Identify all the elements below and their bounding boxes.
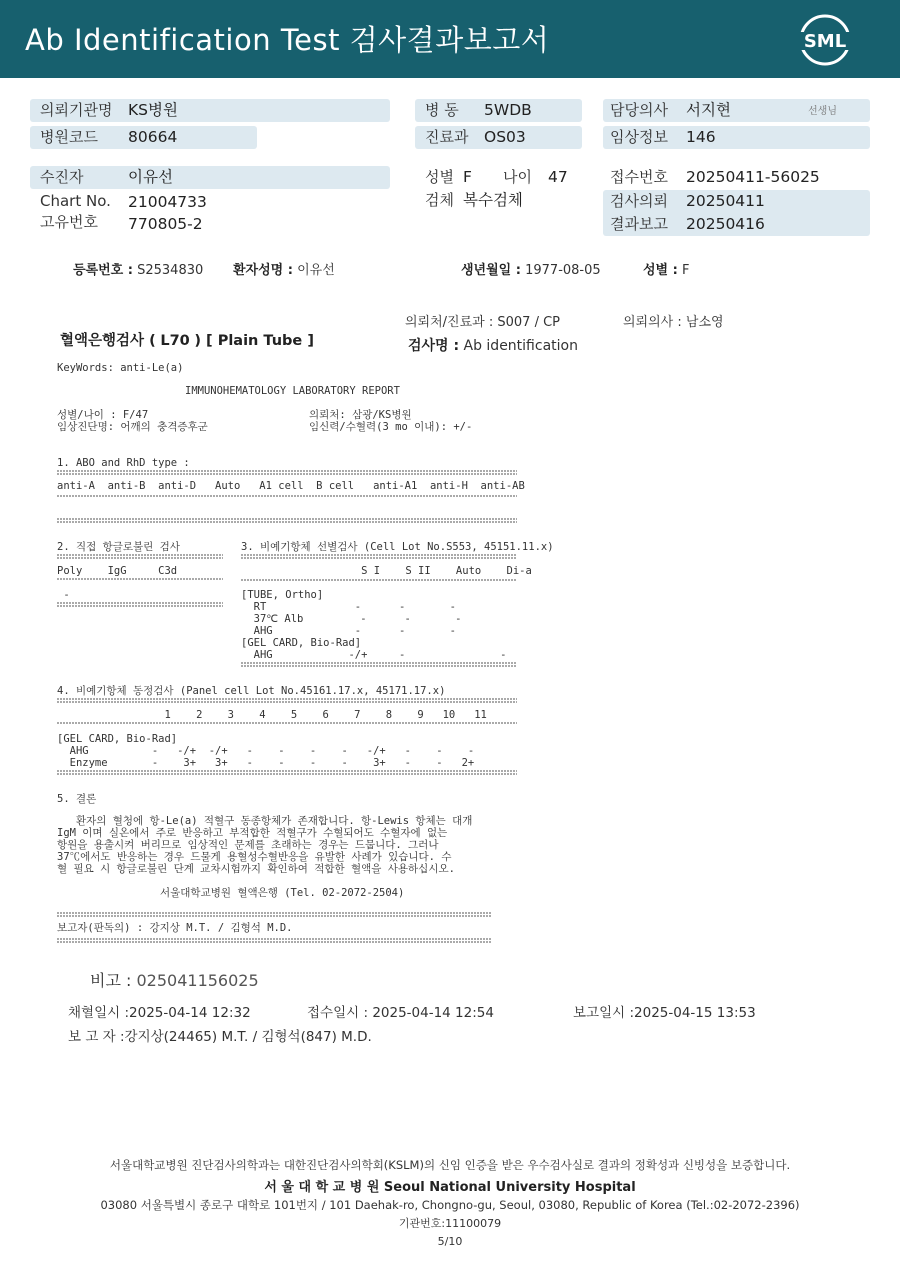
detail-reporter: 보고자(판독의) : 강지상 M.T. / 김형석 M.D. bbox=[57, 922, 293, 934]
patient-label: 수진자 bbox=[40, 168, 84, 186]
dob-label: 생년월일 : bbox=[461, 263, 521, 278]
report-time-label: 보고일시 : bbox=[573, 1005, 635, 1021]
patient-name-value: 이유선 bbox=[297, 263, 335, 278]
conclusion-line: 항원을 용출시켜 버리므로 임상적인 문제를 초래하는 경우는 드뭅니다. 그러나 bbox=[57, 839, 439, 851]
hospital-name: 서 울 대 학 교 병 원 Seoul National University Hospital bbox=[264, 1180, 636, 1195]
sec3-row: RT - - - bbox=[241, 601, 456, 613]
sec3-row: [GEL CARD, Bio-Rad] bbox=[241, 637, 362, 649]
logo-text: SML bbox=[803, 31, 847, 52]
ward-value: 5WDB bbox=[484, 101, 532, 119]
receipt-label: 접수번호 bbox=[610, 168, 668, 186]
exam-title-a: 혈액은행검사 ( bbox=[60, 333, 156, 349]
test-name-value: Ab identification bbox=[463, 338, 578, 354]
report-dept-label: 의뢰처/진료과 : bbox=[405, 315, 494, 330]
report-time-value: 2025-04-15 13:53 bbox=[634, 1005, 756, 1021]
sec4-title: 4. 비예기항체 동정검사 (Panel cell Lot No.45161.17.x, 45171.17.x) bbox=[57, 685, 446, 697]
dept-value: OS03 bbox=[484, 128, 526, 146]
report-dept-value: S007 / CP bbox=[497, 315, 561, 330]
conclusion-line: 37℃에서도 반응하는 경우 드물게 용혈성수혈반응을 유발한 사례가 있습니다. 수 bbox=[57, 851, 452, 863]
hospital-address: 03080 서울특별시 종로구 대학로 101번지 / 101 Daehak-ro, Chongno-gu, Seoul, 03080, Republic of Korea (Tel.:02-2072-2396) bbox=[100, 1198, 800, 1212]
collect-value: 2025-04-14 12:32 bbox=[129, 1005, 251, 1021]
result-report-label: 결과보고 bbox=[610, 215, 668, 233]
specimen-value: 복수검체 bbox=[463, 191, 523, 209]
certification-text: 서울대학교병원 진단검사의학과는 대한진단검사의학회(KSLM)의 신임 인증을 받은 우수검사실로 결과의 정확성과 신빙성을 보증합니다. bbox=[109, 1158, 791, 1172]
sec5-title: 5. 결론 bbox=[57, 793, 97, 805]
reg-label: 등록번호 : bbox=[73, 263, 133, 278]
requester-label: 의뢰기관명 bbox=[40, 101, 113, 119]
sec3-header: S I S II Auto Di-a bbox=[241, 565, 532, 577]
detail-requester: 의뢰처: 삼광/KS병원 bbox=[309, 409, 412, 421]
sec1-title: 1. ABO and RhD type : bbox=[57, 457, 190, 469]
chart-label: Chart No. bbox=[40, 192, 111, 210]
report-sex-label: 성별 : bbox=[643, 263, 678, 278]
doctor-suffix: 선생님 bbox=[808, 106, 837, 117]
keywords: KeyWords: anti-Le(a) bbox=[57, 362, 184, 374]
sec4-header: 1 2 3 4 5 6 7 8 9 10 11 bbox=[57, 709, 487, 721]
hospital-code-label: 병원코드 bbox=[40, 128, 98, 146]
receipt-value: 20250411-56025 bbox=[686, 168, 820, 186]
institution-number: 기관번호:11100079 bbox=[398, 1217, 502, 1230]
receipt-time-label: 접수일시 : bbox=[307, 1005, 369, 1021]
reg-value: S2534830 bbox=[137, 263, 204, 278]
hospital-code-value: 80664 bbox=[128, 128, 178, 146]
sec3-row: AHG -/+ - - bbox=[241, 649, 507, 661]
dob-value: 1977-08-05 bbox=[525, 263, 601, 278]
sec2-header: Poly IgG C3d bbox=[57, 565, 178, 577]
collect-label: 채혈일시 : bbox=[68, 1005, 130, 1021]
note-value: 025041156025 bbox=[136, 971, 259, 990]
conclusion-line: 환자의 혈청에 항-Le(a) 적혈구 동종항체가 존재합니다. 항-Lewis 항체는 대개 bbox=[57, 815, 473, 827]
conclusion-line: IgM 이며 실온에서 주로 반응하고 부적합한 적혈구가 수혈되어도 수혈자에 없는 bbox=[57, 827, 448, 839]
exam-title-code: L70 bbox=[160, 333, 190, 349]
detail-diagnosis: 임상진단명: 어깨의 충격증후군 bbox=[57, 421, 208, 433]
sec1-header: anti-A anti-B anti-D Auto A1 cell B cell anti-A1 anti-H anti-AB bbox=[57, 480, 525, 492]
sec2-value: - bbox=[57, 589, 70, 601]
clinical-label: 임상정보 bbox=[610, 128, 668, 146]
result-report-value: 20250416 bbox=[686, 215, 765, 233]
requester-value: KS병원 bbox=[128, 101, 178, 119]
sec2-title: 2. 직접 항글로불린 검사 bbox=[57, 541, 180, 553]
detail-sex-age: 성별/나이 : F/47 bbox=[57, 409, 149, 421]
sec4-row: Enzyme - 3+ 3+ - - - - 3+ - - 2+ bbox=[57, 757, 475, 769]
report-sex-value: F bbox=[681, 263, 690, 278]
sec3-title: 3. 비예기항체 선별검사 (Cell Lot No.S553, 45151.11.x) bbox=[241, 541, 554, 553]
report-doctor-value: 남소영 bbox=[685, 315, 724, 330]
sec3-row: AHG - - - bbox=[241, 625, 456, 637]
sec3-row: [TUBE, Ortho] bbox=[241, 589, 324, 601]
sec3-row: 37℃ Alb - - - bbox=[241, 613, 462, 625]
unique-label: 고유번호 bbox=[40, 213, 98, 231]
detail-pregnancy: 임신력/수혈력(3 mo 이내): +/- bbox=[309, 421, 473, 433]
sec4-row: AHG - -/+ -/+ - - - - -/+ - - - bbox=[57, 745, 475, 757]
sex-value: F bbox=[463, 168, 472, 186]
lab-report-title: IMMUNOHEMATOLOGY LABORATORY REPORT bbox=[185, 385, 400, 397]
dept-label: 진료과 bbox=[425, 128, 469, 146]
blood-bank-contact: 서울대학교병원 혈액은행 (Tel. 02-2072-2504) bbox=[160, 887, 405, 899]
ward-label: 병 동 bbox=[425, 101, 459, 119]
age-value: 47 bbox=[548, 168, 568, 186]
exam-title-b: ) [ Plain Tube ] bbox=[194, 333, 314, 349]
chart-value: 21004733 bbox=[128, 193, 207, 211]
report-doctor-label: 의뢰의사 : bbox=[623, 315, 682, 330]
patient-value: 이유선 bbox=[128, 168, 173, 186]
reporter-label: 보 고 자 : bbox=[68, 1029, 125, 1045]
unique-value: 770805-2 bbox=[128, 215, 203, 233]
reporter-value: 강지상(24465) M.T. / 김형석(847) M.D. bbox=[124, 1029, 372, 1045]
doctor-value: 서지현 bbox=[686, 101, 731, 119]
doctor-label: 담당의사 bbox=[610, 101, 668, 119]
sec4-row: [GEL CARD, Bio-Rad] bbox=[57, 733, 178, 745]
test-request-label: 검사의뢰 bbox=[610, 192, 668, 210]
test-name-label: 검사명 : bbox=[408, 338, 460, 354]
receipt-time-value: 2025-04-14 12:54 bbox=[372, 1005, 494, 1021]
specimen-label: 검체 bbox=[425, 191, 454, 209]
patient-name-label: 환자성명 : bbox=[233, 263, 293, 278]
page-title: Ab Identification Test 검사결과보고서 bbox=[25, 23, 550, 57]
age-label: 나이 bbox=[503, 168, 532, 186]
page-number: 5/10 bbox=[437, 1235, 463, 1248]
clinical-value: 146 bbox=[686, 128, 716, 146]
note-label: 비고 : bbox=[90, 971, 132, 990]
test-request-value: 20250411 bbox=[686, 192, 765, 210]
sex-label: 성별 bbox=[425, 168, 454, 186]
conclusion-line: 혈 필요 시 항글로불린 단계 교차시험까지 확인하여 적합한 혈액을 사용하십시오. bbox=[57, 863, 455, 875]
